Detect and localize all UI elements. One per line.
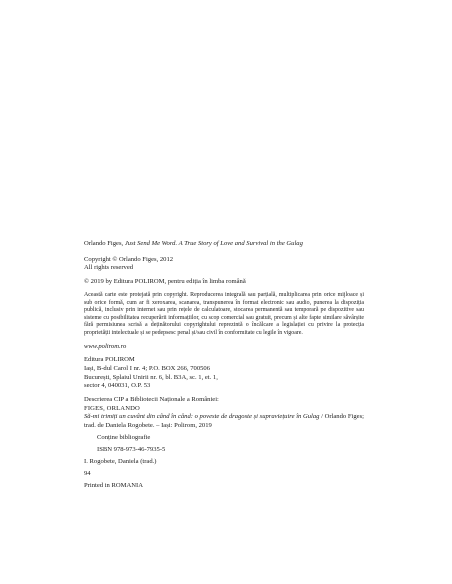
cip-isbn: ISBN 978-973-46-7935-5 — [97, 445, 166, 453]
cip-class: 94 — [84, 469, 91, 477]
legal-notice: Această carte este protejată prin copyright. Reproducerea integrală sau parțială, multiplicarea prin orice mijloace și sub orice formă, cum ar fi xeroxarea, scanarea, transpunerea în format electronic sau audio, punerea la dispoziția publică, inclusiv prin internet sau prin rețele de calculatoare, stocarea permanentă sau temporară pe dispozitive sau sisteme cu posibilitatea recuperării informațiilor, cu scop comercial sau gratuit, precum și alte fapte similare săvârșite fără permisiunea scrisă a deținătorului copyrightului reprezintă o încălcare a legislației cu privire la protecția proprietății intelectuale și se pedepsesc penal și/sau civil în conformitate cu legile în vigoare. — [84, 291, 364, 336]
cip-translator: I. Rogobete, Daniela (trad.) — [84, 457, 157, 465]
website-link[interactable] — [84, 343, 364, 352]
cip-author: FIGES, ORLANDO — [84, 404, 140, 412]
publisher-address-1: Iași, B-dul Carol I nr. 4; P.O. BOX 266, 700506 — [84, 365, 211, 373]
copyright-translation: © 2019 by Editura POLIROM, pentru ediția în limba română — [84, 278, 246, 286]
cip-title: Să-mi trimiți un cuvânt din când în când: o poveste de dragoste și supraviețuire în Gulag — [84, 413, 320, 421]
original-edition-line — [84, 240, 364, 249]
publisher-address-3: sector 4, 040031, O.P. 53 — [84, 382, 151, 390]
cip-responsibility: / Orlando Figes; trad. de Daniela Rogobete. – Iași: Polirom, 2019 — [84, 413, 364, 429]
original-title: Just Send Me Word. A True Story of Love and Survival in the Gulag — [124, 240, 303, 247]
original-author: Orlando Figes, — [84, 240, 124, 247]
publisher-name: Editura POLIROM — [84, 356, 135, 364]
printed-in: Printed in ROMANIA — [84, 481, 143, 489]
cip-title-block — [84, 413, 364, 430]
rights-reserved: All rights reserved — [84, 264, 134, 272]
cip-heading: Descrierea CIP a Bibliotecii Naționale a României: — [84, 396, 219, 404]
copyright-original: Copyright © Orlando Figes, 2012 — [84, 255, 174, 263]
cip-note: Conține bibliografie — [97, 433, 151, 441]
publisher-address-2: București, Splaiul Unirii nr. 6, bl. B3A, sc. 1, et. 1, — [84, 373, 218, 381]
copyright-page — [84, 240, 364, 490]
website-text: www.polirom.ro — [84, 342, 127, 350]
